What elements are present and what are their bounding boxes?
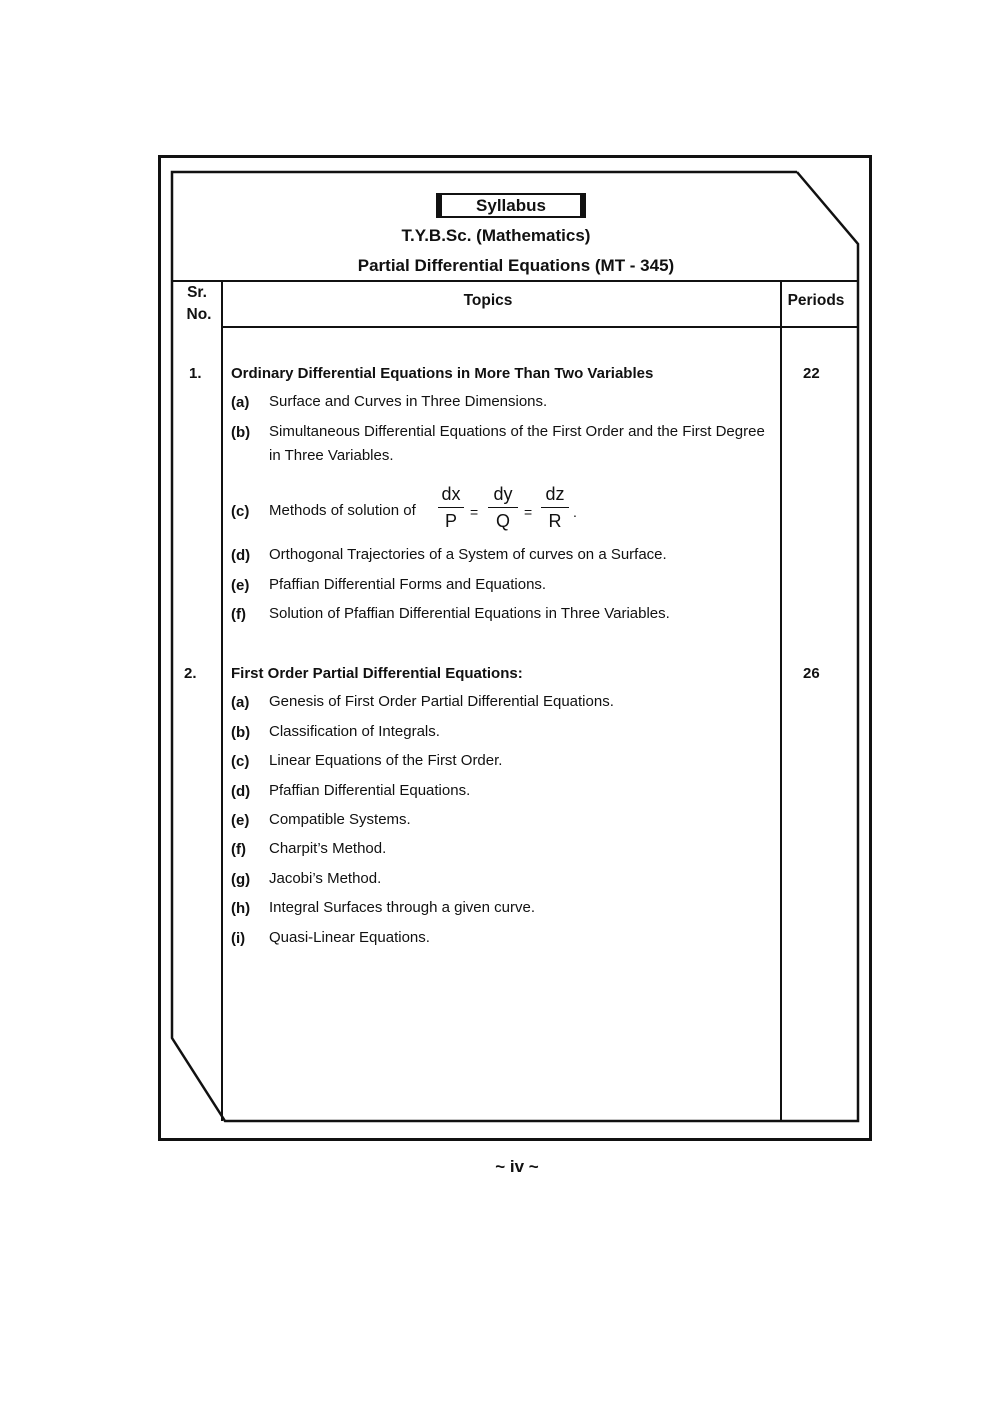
- formula-equals-sign: =: [524, 504, 533, 520]
- item-letter: (h): [231, 900, 251, 917]
- item-letter: (e): [231, 577, 250, 594]
- formula-period: .: [573, 504, 577, 520]
- topic-item: Simultaneous Differential Equations of the First Order and the First Degree in Three Variables.: [269, 423, 765, 464]
- sr-header-line2: No.: [186, 306, 212, 323]
- topic-item: Jacobi’s Method.: [269, 870, 382, 887]
- item-letter: (a): [231, 694, 250, 711]
- formula-fraction-dx-p: dx P: [438, 483, 464, 532]
- item-letter: (f): [231, 841, 246, 858]
- topic-item: Integral Surfaces through a given curve.: [269, 899, 535, 916]
- topic-item: Genesis of First Order Partial Differential Equations.: [269, 693, 614, 710]
- topics-header: Topics: [463, 292, 513, 309]
- syllabus-label: Syllabus: [436, 193, 586, 218]
- item-letter: (g): [231, 871, 251, 888]
- section-number: 1.: [189, 365, 202, 382]
- section-periods: 22: [803, 365, 820, 382]
- topic-item: Surface and Curves in Three Dimensions.: [269, 393, 548, 410]
- topic-item: Classification of Integrals.: [269, 723, 440, 740]
- item-letter: (b): [231, 724, 251, 741]
- periods-header: Periods: [787, 292, 845, 309]
- topic-item: Solution of Pfaffian Differential Equations in Three Variables.: [269, 605, 670, 622]
- item-letter: (e): [231, 812, 250, 829]
- topic-item: Compatible Systems.: [269, 811, 411, 828]
- topic-item: Methods of solution of: [269, 502, 416, 519]
- section-title: Ordinary Differential Equations in More Than Two Variables: [231, 365, 654, 382]
- item-letter: (a): [231, 394, 250, 411]
- course-title: T.Y.B.Sc. (Mathematics): [401, 226, 591, 245]
- topic-item: Linear Equations of the First Order.: [269, 752, 503, 769]
- topic-item: Quasi-Linear Equations.: [269, 929, 430, 946]
- topic-item: Orthogonal Trajectories of a System of curves on a Surface.: [269, 546, 667, 563]
- section-title: First Order Partial Differential Equations:: [231, 665, 523, 682]
- item-letter: (f): [231, 606, 246, 623]
- formula-fraction-dz-r: dz R: [541, 483, 569, 532]
- item-letter: (i): [231, 930, 246, 947]
- section-periods: 26: [803, 665, 820, 682]
- item-letter: (d): [231, 783, 251, 800]
- item-letter: (c): [231, 503, 250, 520]
- formula-fraction-dy-q: dy Q: [488, 483, 518, 532]
- topic-item: Charpit’s Method.: [269, 840, 387, 857]
- formula-equals-sign: =: [470, 504, 479, 520]
- page-number: ~ iv ~: [495, 1157, 539, 1176]
- topic-item: Pfaffian Differential Equations.: [269, 782, 471, 799]
- section-number: 2.: [184, 665, 197, 682]
- item-letter: (c): [231, 753, 250, 770]
- item-letter: (d): [231, 547, 251, 564]
- sr-header-line1: Sr.: [187, 284, 207, 301]
- subject-title: Partial Differential Equations (MT - 345): [357, 256, 675, 275]
- topic-item: Pfaffian Differential Forms and Equations.: [269, 576, 547, 593]
- item-letter: (b): [231, 424, 251, 441]
- inner-frame-border: [172, 172, 858, 1121]
